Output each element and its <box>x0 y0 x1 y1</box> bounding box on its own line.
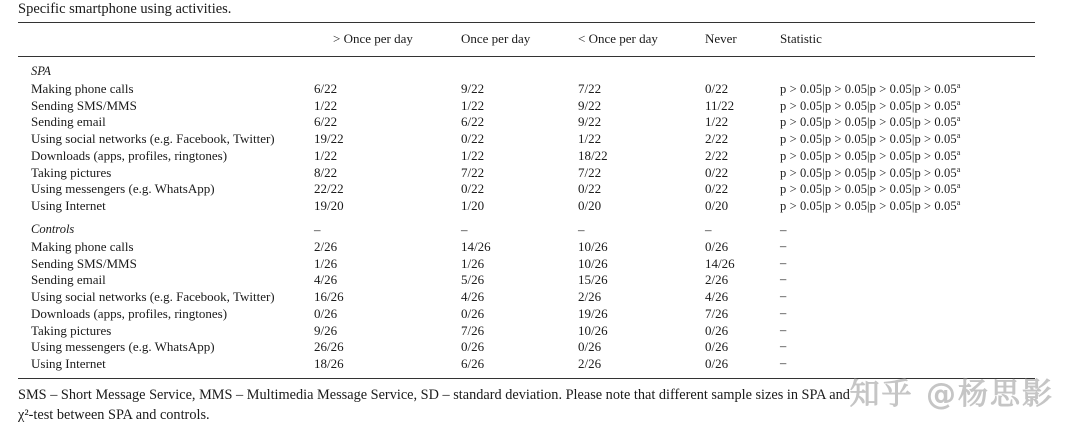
table-row <box>0 323 1080 339</box>
table-row <box>0 306 1080 322</box>
statistic-cell <box>780 114 960 130</box>
table-cell: 6/22 <box>314 81 338 96</box>
statistic-text: p > 0.05|p > 0.05|p > 0.05|p > 0.05 <box>780 199 957 214</box>
table-cell: 7/22 <box>578 164 602 180</box>
table-cell: 14/26 <box>461 239 491 254</box>
table-cell: – <box>780 222 787 237</box>
activity-cell: Using messengers (e.g. WhatsApp) <box>31 181 215 197</box>
table-cell: 2/26 <box>705 272 729 288</box>
statistic-text: – <box>780 289 787 304</box>
statistic-text: p > 0.05|p > 0.05|p > 0.05|p > 0.05 <box>780 132 957 147</box>
table-cell: 2/22 <box>705 131 729 147</box>
statistic-cell <box>780 165 960 181</box>
table-cell: 0/20 <box>578 197 602 213</box>
statistic-cell <box>780 256 786 271</box>
table-cell: 0/26 <box>461 339 485 355</box>
table-cell: 4/26 <box>705 289 729 305</box>
table-cell: – <box>705 222 712 237</box>
table-cell: 10/26 <box>578 239 608 254</box>
footnote-marker: a <box>956 114 961 124</box>
table-row <box>0 256 1080 272</box>
statistic-cell <box>780 356 786 371</box>
activity-cell: Using Internet <box>31 197 106 213</box>
statistic-text: – <box>780 272 787 287</box>
table-row <box>0 272 1080 288</box>
table-cell: 9/22 <box>578 97 602 113</box>
footnote-marker: a <box>956 181 961 191</box>
table-cell: – <box>314 222 321 237</box>
column-header: > Once per day <box>333 31 413 46</box>
table-cell: 10/26 <box>578 322 608 338</box>
table-cell: 1/22 <box>461 147 485 163</box>
table-cell: 2/22 <box>705 147 729 163</box>
table-cell: 0/26 <box>705 355 729 371</box>
statistic-text: – <box>780 322 787 337</box>
header-rule <box>18 56 1035 57</box>
column-header: < Once per day <box>578 31 658 46</box>
table-cell: 0/22 <box>705 181 729 197</box>
table-cell: 26/26 <box>314 339 344 355</box>
statistic-text: p > 0.05|p > 0.05|p > 0.05|p > 0.05 <box>780 98 957 113</box>
table-cell: 14/26 <box>705 255 735 271</box>
table-cell: 1/22 <box>314 147 338 163</box>
table-cell: 2/26 <box>578 355 602 371</box>
table-cell: – <box>461 222 468 237</box>
table-cell: 1/22 <box>705 114 729 130</box>
table-row <box>0 98 1080 114</box>
statistic-cell <box>780 198 960 214</box>
table-cell: 7/22 <box>578 81 602 96</box>
table-cell: 0/26 <box>314 305 338 321</box>
top-rule <box>18 22 1035 23</box>
table-cell: 18/26 <box>314 355 344 371</box>
activity-cell: Downloads (apps, profiles, ringtones) <box>31 147 228 163</box>
table-row <box>0 165 1080 181</box>
table-row <box>0 148 1080 164</box>
footnote-marker: a <box>956 164 961 174</box>
table-cell: 1/22 <box>461 97 485 113</box>
table-cell: 9/22 <box>461 81 485 96</box>
statistic-cell <box>780 131 960 147</box>
statistic-text: – <box>780 305 787 320</box>
table-cell: 7/26 <box>461 322 485 338</box>
table-row <box>0 81 1080 97</box>
table-cell: 0/26 <box>461 305 485 321</box>
table-cell: 7/22 <box>461 164 485 180</box>
table-row <box>0 239 1080 255</box>
footnote-line-2: χ²-test between SPA and controls. <box>18 407 210 423</box>
table-cell: 9/22 <box>578 114 602 130</box>
table-cell: 7/26 <box>705 305 729 321</box>
statistic-text: p > 0.05|p > 0.05|p > 0.05|p > 0.05 <box>780 182 957 197</box>
table-cell: 2/26 <box>314 239 338 254</box>
footnote-marker: a <box>956 97 961 107</box>
table-cell: 1/22 <box>314 97 338 113</box>
table-cell: 16/26 <box>314 289 344 305</box>
column-header: Never <box>705 31 737 46</box>
table-cell: 0/22 <box>461 181 485 197</box>
activity-cell: Taking pictures <box>31 322 112 338</box>
table-row <box>0 198 1080 214</box>
statistic-text: p > 0.05|p > 0.05|p > 0.05|p > 0.05 <box>780 165 957 180</box>
table-cell: 0/26 <box>705 339 729 355</box>
statistic-text: – <box>780 339 787 354</box>
table-caption: Specific smartphone using activities. <box>18 1 232 17</box>
table-cell: 5/26 <box>461 272 485 288</box>
table-row <box>0 114 1080 130</box>
table-cell: 0/22 <box>461 131 485 147</box>
footnote-marker: a <box>956 131 961 141</box>
table-cell: 0/22 <box>705 81 729 96</box>
activity-cell: Using social networks (e.g. Facebook, Twitter) <box>31 131 275 147</box>
section-label: Controls <box>31 222 75 236</box>
statistic-cell <box>780 272 786 287</box>
table-cell: 6/22 <box>461 114 485 130</box>
table-cell: 4/26 <box>314 272 338 288</box>
activity-cell: Using messengers (e.g. WhatsApp) <box>31 339 215 355</box>
table-cell: 10/26 <box>578 255 608 271</box>
table-cell: 8/22 <box>314 164 338 180</box>
statistic-cell <box>780 289 786 304</box>
table-cell: – <box>578 222 585 237</box>
table-cell: 19/26 <box>578 305 608 321</box>
statistic-cell <box>780 98 960 114</box>
table-cell: 1/26 <box>461 255 485 271</box>
activity-cell: Using social networks (e.g. Facebook, Twitter) <box>31 289 275 305</box>
activity-cell: Sending SMS/MMS <box>31 255 137 271</box>
table-cell: 0/26 <box>578 339 602 355</box>
table-cell: 11/22 <box>705 97 735 113</box>
footnote-marker: a <box>956 197 961 207</box>
table-cell: 9/26 <box>314 322 338 338</box>
table-row <box>0 131 1080 147</box>
activity-cell: Making phone calls <box>31 81 134 96</box>
statistic-text: p > 0.05|p > 0.05|p > 0.05|p > 0.05 <box>780 82 957 97</box>
table-cell: 1/22 <box>578 131 602 147</box>
table-cell: 1/20 <box>461 197 485 213</box>
statistic-cell <box>780 148 960 164</box>
table-row <box>0 181 1080 197</box>
column-header: Once per day <box>461 31 531 46</box>
table-cell: 0/22 <box>705 164 729 180</box>
footnote-marker: a <box>956 81 961 90</box>
table-cell: 0/20 <box>705 197 729 213</box>
watermark: 知乎 @杨思影 <box>849 377 1054 412</box>
table-cell: 19/22 <box>314 131 344 147</box>
table-cell: 15/26 <box>578 272 608 288</box>
statistic-text: p > 0.05|p > 0.05|p > 0.05|p > 0.05 <box>780 148 957 163</box>
footnote-line-1: SMS – Short Message Service, MMS – Multimedia Message Service, SD – standard deviation. Please note that different sample sizes in SPA and <box>18 387 850 403</box>
statistic-cell <box>780 339 786 354</box>
statistic-cell <box>780 81 960 97</box>
statistic-text: – <box>780 239 787 253</box>
activity-cell: Using Internet <box>31 355 106 371</box>
activity-cell: Taking pictures <box>31 164 112 180</box>
section-label-row <box>0 223 1080 239</box>
footnote-marker: a <box>956 147 961 157</box>
table-cell: 22/22 <box>314 181 344 197</box>
statistic-text: – <box>780 355 787 370</box>
activity-cell: Sending email <box>31 272 106 288</box>
table-cell: 6/22 <box>314 114 338 130</box>
statistic-cell <box>780 306 786 321</box>
table-cell: 0/22 <box>578 181 602 197</box>
table-cell: 18/22 <box>578 147 608 163</box>
activity-cell: Sending email <box>31 114 106 130</box>
column-header: Statistic <box>780 31 822 46</box>
activity-cell: Making phone calls <box>31 239 134 254</box>
table-cell: 0/26 <box>705 239 729 254</box>
activity-cell: Downloads (apps, profiles, ringtones) <box>31 305 228 321</box>
section-label: SPA <box>31 64 51 78</box>
table-cell: 2/26 <box>578 289 602 305</box>
table-cell: 0/26 <box>705 322 729 338</box>
table-cell: 1/26 <box>314 255 338 271</box>
table-cell: 19/20 <box>314 197 344 213</box>
table-row <box>0 289 1080 305</box>
statistic-text: – <box>780 255 787 270</box>
statistic-cell <box>780 181 960 197</box>
table-cell: 6/26 <box>461 355 485 371</box>
activity-cell: Sending SMS/MMS <box>31 97 137 113</box>
table-cell: 4/26 <box>461 289 485 305</box>
statistic-cell <box>780 323 786 338</box>
statistic-text: p > 0.05|p > 0.05|p > 0.05|p > 0.05 <box>780 115 957 130</box>
table-row <box>0 339 1080 355</box>
statistic-cell <box>780 239 786 254</box>
